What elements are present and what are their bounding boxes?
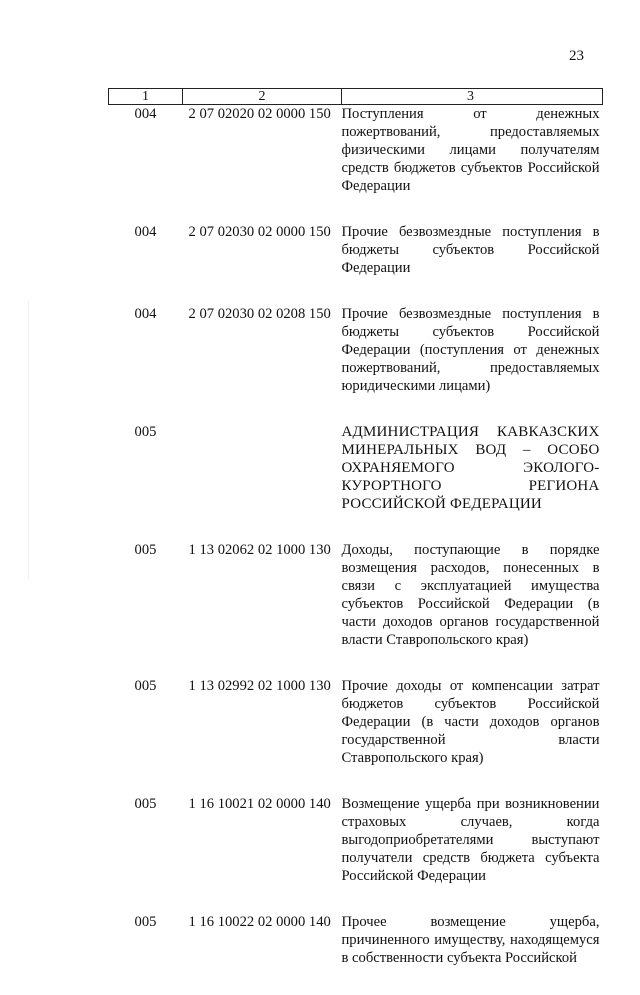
revenue-name-cell — [342, 795, 603, 913]
revenue-name: Прочие безвозмездные поступления в бюджеты субъектов Российской Федерации — [342, 223, 600, 277]
table-header-row — [109, 89, 603, 105]
header-col-2: 2 — [183, 89, 342, 105]
admin-code-cell: 004 — [109, 305, 183, 423]
admin-code-cell: 005 — [109, 795, 183, 913]
revenue-code-cell — [183, 423, 342, 541]
revenue-name-cell — [342, 305, 603, 423]
table-row — [109, 423, 603, 541]
admin-code-cell: 005 — [109, 423, 183, 541]
table-row — [109, 677, 603, 795]
revenue-code-cell: 1 16 10021 02 0000 140 — [183, 795, 342, 913]
revenue-name-cell — [342, 423, 603, 541]
admin-code-cell: 005 — [109, 541, 183, 677]
page-number: 23 — [569, 48, 584, 65]
revenue-name: Прочие безвозмездные поступления в бюджеты субъектов Российской Федерации (поступления от денежных пожертвований, предоставляемых юридическими лицами) — [342, 305, 600, 395]
revenue-name-cell — [342, 913, 603, 995]
revenue-code-cell: 1 13 02992 02 1000 130 — [183, 677, 342, 795]
revenue-name: Прочие доходы от компенсации затрат бюджетов субъектов Российской Федерации (в части доходов органов государственной власти Ставропольского края) — [342, 677, 600, 767]
revenue-code-cell: 1 16 10022 02 0000 140 — [183, 913, 342, 995]
administrator-name: АДМИНИСТРАЦИЯ КАВКАЗСКИХ МИНЕРАЛЬНЫХ ВОД – ОСОБО ОХРАНЯЕМОГО ЭКОЛОГО-КУРОРТНОГО РЕГИОНА РОССИЙСКОЙ ФЕДЕРАЦИИ — [342, 423, 600, 513]
revenue-code-cell: 2 07 02030 02 0000 150 — [183, 223, 342, 305]
table-row — [109, 305, 603, 423]
admin-code-cell: 004 — [109, 223, 183, 305]
admin-code-cell: 005 — [109, 677, 183, 795]
revenue-name-cell — [342, 677, 603, 795]
revenue-name-cell — [342, 105, 603, 224]
revenue-codes-table — [108, 88, 603, 995]
revenue-name-cell — [342, 541, 603, 677]
header-col-1: 1 — [109, 89, 183, 105]
scan-artifact — [28, 300, 29, 580]
revenue-name: Прочее возмещение ущерба, причиненного имуществу, находящемуся в собственности субъекта Российской — [342, 913, 600, 967]
revenue-name: Поступления от денежных пожертвований, предоставляемых физическими лицами получателям средств бюджетов субъектов Российской Федерации — [342, 105, 600, 195]
admin-code-cell: 005 — [109, 913, 183, 995]
revenue-name: Возмещение ущерба при возникновении страховых случаев, когда выгодоприобретателями выступают получатели средств бюджета субъекта Российской Федерации — [342, 795, 600, 885]
revenue-code-cell: 1 13 02062 02 1000 130 — [183, 541, 342, 677]
header-col-3: 3 — [342, 89, 603, 105]
revenue-name: Доходы, поступающие в порядке возмещения расходов, понесенных в связи с эксплуатацией имущества субъектов Российской Федерации (в части доходов органов государственной власти Ставропольского края) — [342, 541, 600, 649]
revenue-code-cell: 2 07 02030 02 0208 150 — [183, 305, 342, 423]
revenue-name-cell — [342, 223, 603, 305]
table-row — [109, 223, 603, 305]
table-row — [109, 105, 603, 224]
revenue-code-cell: 2 07 02020 02 0000 150 — [183, 105, 342, 224]
table-row — [109, 541, 603, 677]
table-row — [109, 795, 603, 913]
table-body — [109, 105, 603, 995]
table-row — [109, 913, 603, 995]
admin-code-cell: 004 — [109, 105, 183, 224]
